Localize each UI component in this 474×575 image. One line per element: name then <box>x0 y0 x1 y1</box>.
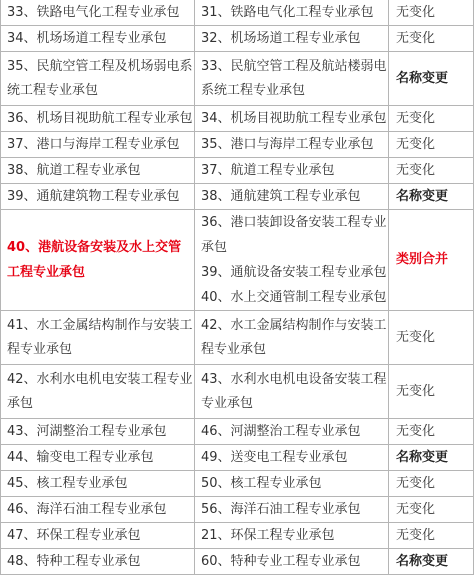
new-category-cell: 21、环保工程专业承包 <box>195 523 389 549</box>
table-row <box>1 106 474 132</box>
change-status-cell: 名称变更 <box>389 549 474 575</box>
old-category-cell: 43、河湖整治工程专业承包 <box>1 419 195 445</box>
table-row <box>1 158 474 184</box>
old-category-cell: 46、海洋石油工程专业承包 <box>1 497 195 523</box>
table-row <box>1 445 474 471</box>
old-category-cell: 34、机场场道工程专业承包 <box>1 26 195 52</box>
old-category-cell: 33、铁路电气化工程专业承包 <box>1 0 195 26</box>
old-category-cell: 41、水工金属结构制作与安装工程专业承包 <box>1 311 195 365</box>
table-row <box>1 419 474 445</box>
new-category-cell: 32、机场场道工程专业承包 <box>195 26 389 52</box>
new-category-cell: 37、航道工程专业承包 <box>195 158 389 184</box>
table-row <box>1 132 474 158</box>
table-row <box>1 0 474 26</box>
new-category-cell: 50、核工程专业承包 <box>195 471 389 497</box>
table-row <box>1 497 474 523</box>
table-row <box>1 365 474 419</box>
table-row <box>1 523 474 549</box>
change-status-cell: 无变化 <box>389 497 474 523</box>
change-status-cell: 类别合并 <box>389 210 474 311</box>
new-category-cell: 34、机场目视助航工程专业承包 <box>195 106 389 132</box>
old-category-cell: 47、环保工程专业承包 <box>1 523 195 549</box>
new-category-cell: 38、通航建筑工程专业承包 <box>195 184 389 210</box>
change-status-cell: 无变化 <box>389 419 474 445</box>
table-row-merged <box>1 210 474 311</box>
change-status-cell: 无变化 <box>389 471 474 497</box>
change-status-cell: 无变化 <box>389 311 474 365</box>
old-category-cell: 42、水利水电机电安装工程专业承包 <box>1 365 195 419</box>
change-status-cell: 无变化 <box>389 132 474 158</box>
change-status-cell: 无变化 <box>389 26 474 52</box>
table-row <box>1 471 474 497</box>
change-status-cell: 无变化 <box>389 0 474 26</box>
old-category-cell: 40、港航设备安装及水上交管工程专业承包 <box>1 210 195 311</box>
merged-new-category-line: 39、通航设备安装工程专业承包 <box>201 265 387 280</box>
new-category-cell-merged <box>195 210 389 311</box>
old-category-cell: 45、核工程专业承包 <box>1 471 195 497</box>
old-category-cell: 37、港口与海岸工程专业承包 <box>1 132 195 158</box>
change-status-cell: 无变化 <box>389 365 474 419</box>
table-row <box>1 184 474 210</box>
old-category-cell: 44、输变电工程专业承包 <box>1 445 195 471</box>
new-category-cell: 42、水工金属结构制作与安装工程专业承包 <box>195 311 389 365</box>
old-category-cell: 36、机场目视助航工程专业承包 <box>1 106 195 132</box>
change-status-cell: 名称变更 <box>389 52 474 106</box>
old-category-cell: 48、特种工程专业承包 <box>1 549 195 575</box>
old-category-cell: 39、通航建筑物工程专业承包 <box>1 184 195 210</box>
table-row <box>1 311 474 365</box>
merged-new-category-line: 36、港口装卸设备安装工程专业承包 <box>201 215 387 255</box>
change-status-cell: 名称变更 <box>389 184 474 210</box>
new-category-cell: 31、铁路电气化工程专业承包 <box>195 0 389 26</box>
new-category-cell: 35、港口与海岸工程专业承包 <box>195 132 389 158</box>
new-category-cell: 46、河湖整治工程专业承包 <box>195 419 389 445</box>
change-status-cell: 名称变更 <box>389 445 474 471</box>
new-category-cell: 33、民航空管工程及航站楼弱电系统工程专业承包 <box>195 52 389 106</box>
change-status-cell: 无变化 <box>389 106 474 132</box>
new-category-cell: 43、水利水电机电设备安装工程专业承包 <box>195 365 389 419</box>
table-row <box>1 52 474 106</box>
new-category-cell: 60、特种专业工程专业承包 <box>195 549 389 575</box>
change-status-cell: 无变化 <box>389 158 474 184</box>
table-row <box>1 26 474 52</box>
new-category-cell: 49、送变电工程专业承包 <box>195 445 389 471</box>
merged-new-category-line: 40、水上交通管制工程专业承包 <box>201 290 387 305</box>
old-category-cell: 38、航道工程专业承包 <box>1 158 195 184</box>
old-category-cell: 35、民航空管工程及机场弱电系统工程专业承包 <box>1 52 195 106</box>
new-category-cell: 56、海洋石油工程专业承包 <box>195 497 389 523</box>
change-status-cell: 无变化 <box>389 523 474 549</box>
